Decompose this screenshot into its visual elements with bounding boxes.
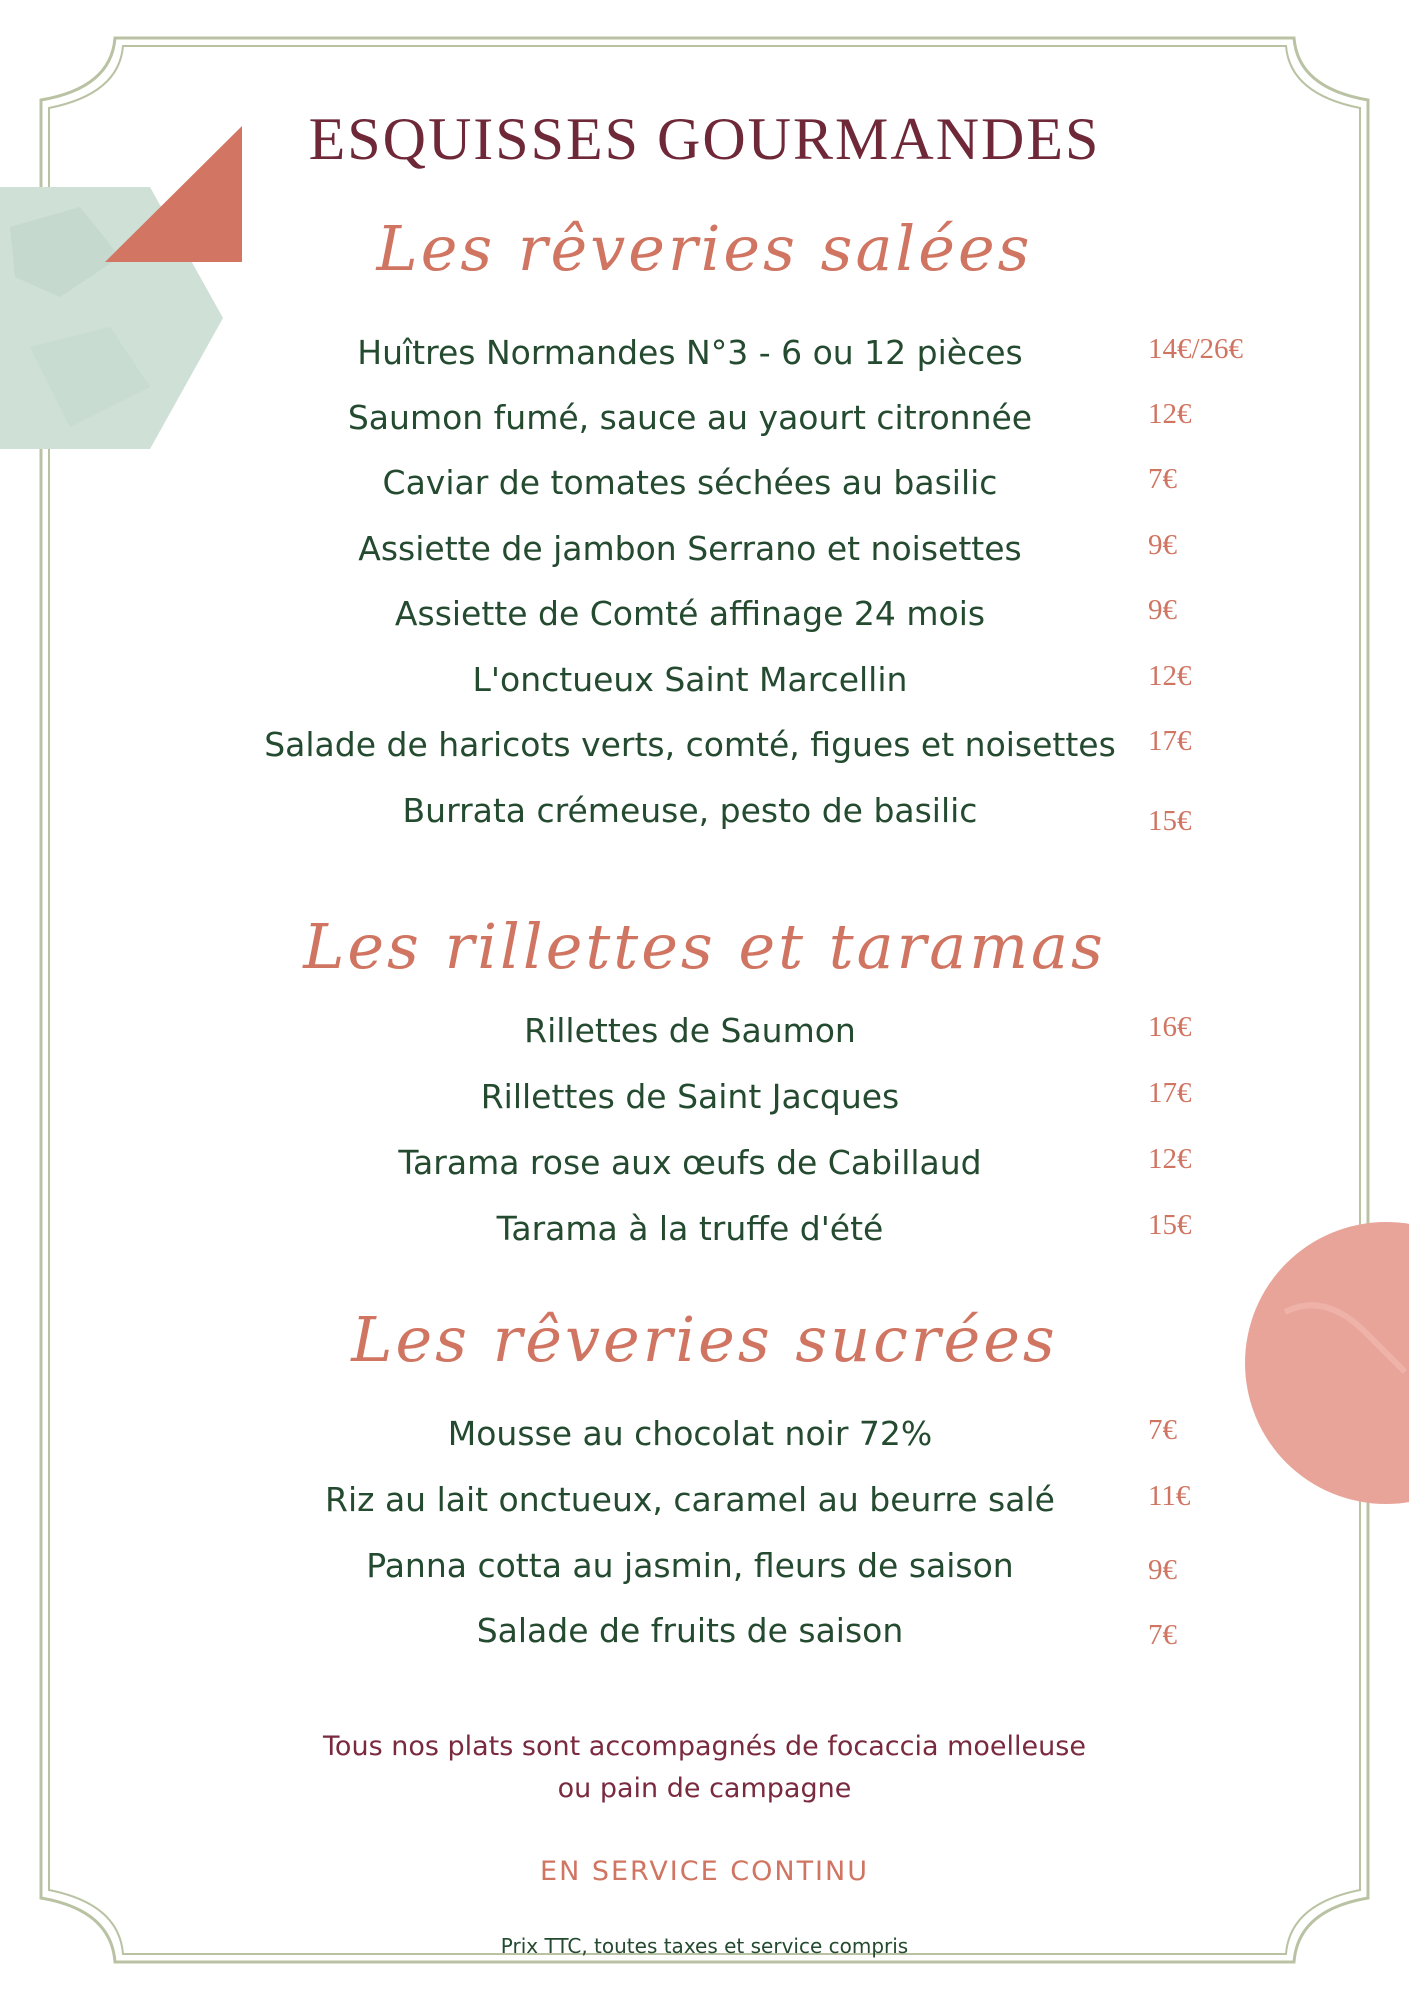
service-hours-note: EN SERVICE CONTINU <box>540 1856 869 1887</box>
item-price: 14€/26€ <box>1148 333 1244 365</box>
accompaniment-note <box>0 1726 1409 1810</box>
menu-item <box>0 725 1409 775</box>
item-price: 17€ <box>1148 1077 1192 1109</box>
item-name: Mousse au chocolat noir 72% <box>447 1414 933 1453</box>
menu-item <box>0 1480 1409 1530</box>
item-name: Panna cotta au jasmin, fleurs de saison <box>366 1546 1014 1585</box>
menu-item <box>0 1209 1409 1259</box>
item-name: Saumon fumé, sauce au yaourt citronnée <box>347 398 1033 437</box>
menu-item <box>0 1143 1409 1193</box>
item-name: Rillettes de Saumon <box>524 1011 856 1050</box>
item-price: 9€ <box>1148 1554 1177 1586</box>
item-price: 11€ <box>1148 1480 1191 1512</box>
menu-item <box>0 1546 1409 1596</box>
item-price: 15€ <box>1148 805 1192 837</box>
item-name: Burrata crémeuse, pesto de basilic <box>402 791 978 830</box>
menu-item <box>0 1077 1409 1127</box>
item-name: Riz au lait onctueux, caramel au beurre salé <box>325 1480 1055 1519</box>
item-price: 17€ <box>1148 725 1192 757</box>
item-name: Assiette de jambon Serrano et noisettes <box>358 529 1022 568</box>
item-price: 9€ <box>1148 594 1177 626</box>
menu-item <box>0 529 1409 579</box>
item-price: 12€ <box>1148 1143 1192 1175</box>
menu-item <box>0 660 1409 710</box>
section-title-rillettes-taramas: Les rillettes et taramas <box>303 910 1106 983</box>
menu-title: ESQUISSES GOURMANDES <box>308 106 1101 172</box>
item-name: Caviar de tomates séchées au basilic <box>382 463 998 502</box>
item-name: L'onctueux Saint Marcellin <box>472 660 908 699</box>
menu-item <box>0 333 1409 383</box>
item-price: 7€ <box>1148 1619 1177 1651</box>
section-title-reveries-salees: Les rêveries salées <box>376 212 1033 285</box>
item-price: 9€ <box>1148 529 1177 561</box>
item-price: 15€ <box>1148 1209 1192 1241</box>
item-price: 12€ <box>1148 660 1192 692</box>
menu-item <box>0 1611 1409 1661</box>
menu-item <box>0 463 1409 513</box>
item-name: Huîtres Normandes N°3 - 6 ou 12 pièces <box>357 333 1023 372</box>
menu-item <box>0 1414 1409 1464</box>
menu-item <box>0 1011 1409 1061</box>
accompaniment-note-line-2: ou pain de campagne <box>557 1773 852 1804</box>
item-name: Salade de fruits de saison <box>476 1611 904 1650</box>
item-name: Assiette de Comté affinage 24 mois <box>394 594 986 633</box>
item-price: 7€ <box>1148 1414 1177 1446</box>
menu-item <box>0 398 1409 448</box>
menu-item <box>0 594 1409 644</box>
item-name: Tarama rose aux œufs de Cabillaud <box>398 1143 982 1182</box>
item-name: Salade de haricots verts, comté, figues et noisettes <box>264 725 1116 764</box>
price-disclaimer: Prix TTC, toutes taxes et service compris <box>500 1934 909 1958</box>
item-price: 12€ <box>1148 398 1192 430</box>
menu-item <box>0 791 1409 841</box>
item-price: 16€ <box>1148 1011 1192 1043</box>
item-name: Tarama à la truffe d'été <box>496 1209 884 1248</box>
section-title-reveries-sucrees: Les rêveries sucrées <box>351 1303 1058 1376</box>
item-price: 7€ <box>1148 463 1177 495</box>
accompaniment-note-line-1: Tous nos plats sont accompagnés de focaccia moelleuse <box>323 1731 1086 1762</box>
item-name: Rillettes de Saint Jacques <box>480 1077 900 1116</box>
